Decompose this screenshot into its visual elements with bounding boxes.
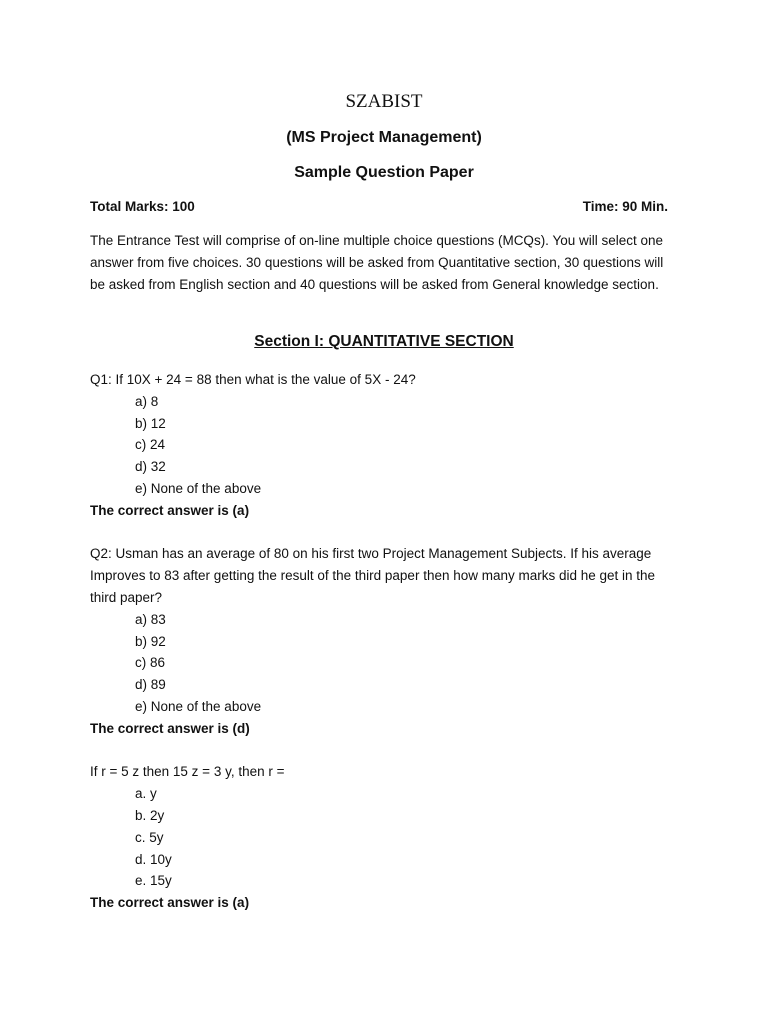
question-list <box>90 369 680 914</box>
section-heading <box>0 331 768 353</box>
intro-paragraph: The Entrance Test will comprise of on-line multiple choice questions (MCQs). You will select one answer from five choices. 30 questions will be asked from Quantitative section, 30 questions will be asked from English section and 40 questions will be asked from General knowledge section. <box>90 233 664 292</box>
question-1-options <box>90 391 680 500</box>
question-spacer <box>90 522 680 544</box>
section-heading-text: Section I: QUANTITATIVE SECTION <box>254 333 514 350</box>
paper-title: Sample Question Paper <box>294 164 474 181</box>
question-2-option-d: d) 89 <box>135 677 166 693</box>
question-2-options <box>90 609 680 718</box>
question-1-option-e: e) None of the above <box>135 480 262 496</box>
question-block-3 <box>90 761 680 914</box>
question-2-option-a: a) 83 <box>135 611 166 627</box>
question-3-option-d: d. 10y <box>135 851 172 867</box>
question-3-option-e: e. 15y <box>135 873 172 889</box>
question-3-option-c: c. 5y <box>135 829 164 845</box>
question-3-options <box>90 783 680 892</box>
question-3-text: If r = 5 z then 15 z = 3 y, then r = <box>90 764 285 780</box>
question-block-2 <box>90 543 680 739</box>
question-3-option-b: b. 2y <box>135 807 165 823</box>
question-1-option-b: b) 12 <box>135 415 166 431</box>
question-1-option-c: c) 24 <box>135 437 166 453</box>
program-title: (MS Project Management) <box>286 129 482 146</box>
question-1-text: Q1: If 10X + 24 = 88 then what is the value of 5X - 24? <box>90 372 416 387</box>
total-marks: Total Marks: 100 <box>90 199 195 214</box>
question-spacer <box>90 740 680 762</box>
question-2-option-c: c) 86 <box>135 655 166 671</box>
question-1-answer: The correct answer is (a) <box>90 502 250 518</box>
institution-name: SZABIST <box>345 91 423 112</box>
question-1-option-d: d) 32 <box>135 459 166 475</box>
question-2-text: Q2: Usman has an average of 80 on his first two Project Management Subjects. If his average Improves to 83 after getting the result of the third paper then how many marks did he get in the third paper? <box>90 546 656 605</box>
question-3-option-a: a. y <box>135 786 157 802</box>
question-1-option-a: a) 8 <box>135 393 159 409</box>
time-limit: Time: 90 Min. <box>582 199 668 214</box>
question-2-answer: The correct answer is (d) <box>90 720 250 736</box>
question-3-answer: The correct answer is (a) <box>90 895 250 911</box>
question-2-option-e: e) None of the above <box>135 698 262 714</box>
question-block-1 <box>90 369 680 522</box>
question-2-option-b: b) 92 <box>135 633 166 649</box>
